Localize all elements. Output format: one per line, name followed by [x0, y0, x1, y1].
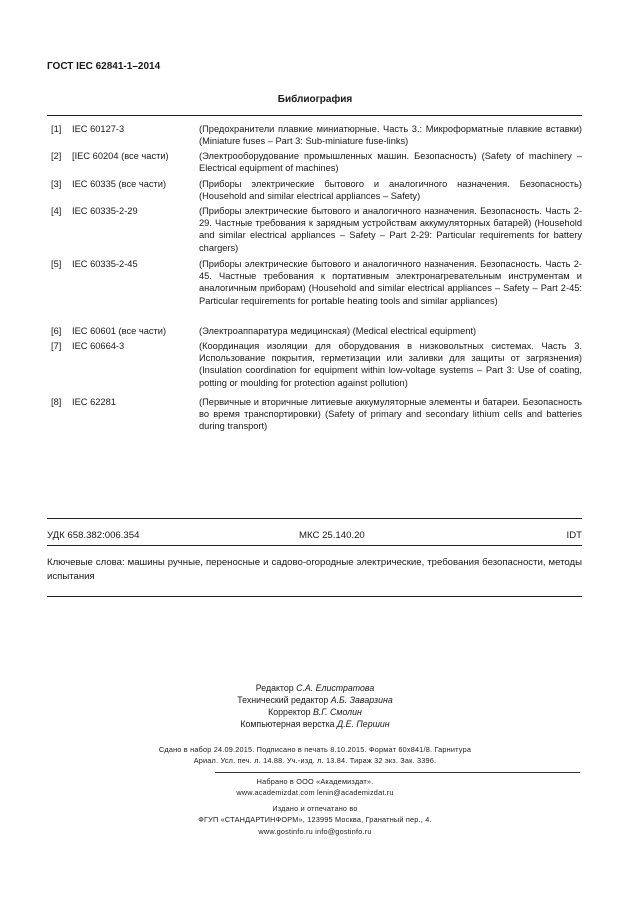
reference-standard: IEC 60664-3 — [72, 341, 125, 351]
top-rule — [47, 115, 582, 116]
footer-top-rule — [47, 518, 582, 519]
credit-name: С.А. Елистратова — [296, 683, 375, 693]
credit-name: А.Б. Заварзина — [330, 695, 393, 705]
publisher-contacts: www.gostinfo.ru info@gostinfo.ru — [258, 827, 372, 836]
credit-line — [0, 694, 630, 707]
reference-description: (Координация изоляции для оборудования в низковольтных системах. Часть 3. Использование покрытия, герметизации или заливки для защиты от загрязнения) (Insulation coordination for equipment within low-voltage systems – Part 3: Use of coating, potting or moulding for protection against pollution) — [199, 341, 582, 388]
reference-item — [47, 340, 582, 389]
credit-name: В.Г. Смолин — [312, 707, 362, 717]
reference-description: (Приборы электрические бытового и аналогичного назначения. Безопасность. Часть 2-45. Частные требования к портативным электронагревательным инструментам и аналогичным приборам) (Household and similar electrical appliances – Safety – Part 2-45: Particular requirements for portable heating tools and similar appliances) — [199, 259, 582, 306]
credit-line — [0, 682, 630, 695]
reference-standard: IEC 62281 — [72, 397, 116, 407]
reference-standard: IEC 60601 (все части) — [72, 326, 167, 336]
credit-role: Редактор — [255, 683, 294, 693]
imprint-rule — [215, 772, 580, 773]
credit-role: Технический редактор — [237, 695, 329, 705]
print-info-line: Сдано в набор 24.09.2015. Подписано в печать 8.10.2015. Формат 60х841/8. Гарнитура — [158, 745, 472, 754]
reference-number: [2] — [51, 151, 62, 161]
reference-item — [47, 205, 582, 254]
udk-code: УДК 658.382:006.354 — [47, 530, 140, 541]
mks-code: МКС 25.140.20 — [299, 530, 365, 541]
print-info-line: Ариал. Усл. печ. л. 14.88. Уч.-изд. л. 13.84. Тираж 32 экз. Зак. 3396. — [193, 756, 437, 765]
typeset-line: Набрано в ООО «Академиздат». — [256, 777, 374, 786]
reference-description: (Приборы электрические бытового и аналогичного назначения. Безопасность) (Household and similar electrical appliances – Safety) — [199, 179, 582, 202]
reference-item — [47, 123, 582, 147]
keywords-bottom-rule — [47, 596, 582, 597]
reference-number: [4] — [51, 206, 62, 216]
reference-number: [3] — [51, 179, 62, 189]
keywords: Ключевые слова: машины ручные, переносные и садово-огородные электрические, требования безопасности, методы испытания — [47, 557, 582, 582]
reference-number: [7] — [51, 341, 62, 351]
reference-item — [47, 150, 582, 174]
reference-item — [47, 258, 582, 307]
reference-description: (Предохранители плавкие миниатюрные. Часть 3.: Микроформатные плавкие вставки) (Miniature fuses – Part 3: Sub-miniature fuse-links) — [199, 124, 582, 147]
reference-number: [1] — [51, 124, 62, 134]
bibliography-title: Библиография — [277, 94, 353, 105]
reference-standard: IEC 60335 (все части) — [72, 179, 167, 189]
publisher-line: Издано и отпечатано во — [272, 804, 358, 813]
reference-item — [47, 325, 582, 337]
reference-standard: IEC 60335-2-45 — [72, 259, 138, 269]
reference-standard: IEC 60127-3 — [72, 124, 125, 134]
typeset-contacts: www.academizdat.com lenin@academizdat.ru — [236, 788, 394, 797]
credit-role: Компьютерная верстка — [240, 719, 335, 729]
reference-item — [47, 178, 582, 202]
reference-standard: [IEC 60204 (все части) — [72, 151, 169, 161]
credit-line — [0, 706, 630, 719]
reference-description: (Приборы электрические бытового и аналогичного назначения. Безопасность. Часть 2-29. Частные требования к зарядным устройствам аккумуляторных батарей) (Household and similar electrical appliances – Safety – Part 2-29: Particular requirements for battery chargers) — [199, 206, 582, 253]
reference-standard: IEC 60335-2-29 — [72, 206, 138, 216]
credit-line — [0, 718, 630, 731]
credit-role: Корректор — [268, 707, 311, 717]
idt-label: IDT — [566, 530, 582, 541]
reference-number: [8] — [51, 397, 62, 407]
reference-number: [6] — [51, 326, 62, 336]
publisher-address: ФГУП «СТАНДАРТИНФОРМ», 123995 Москва, Гранатный пер., 4. — [198, 815, 432, 824]
document-id: ГОСТ IEC 62841-1–2014 — [47, 61, 161, 72]
reference-description: (Электрооборудование промышленных машин. Безопасность) (Safety of machinery – Electrical equipment of machines) — [199, 151, 582, 174]
keywords-top-rule — [47, 545, 582, 546]
reference-number: [5] — [51, 259, 62, 269]
reference-description: (Электроаппаратура медицинская) (Medical electrical equipment) — [199, 326, 477, 336]
reference-description: (Первичные и вторичные литиевые аккумуляторные элементы и батареи. Безопасность во время транспортировки) (Safety of primary and secondary lithium cells and batteries during transport) — [199, 397, 582, 432]
reference-item — [47, 396, 582, 433]
credit-name: Д.Е. Першин — [337, 719, 390, 729]
